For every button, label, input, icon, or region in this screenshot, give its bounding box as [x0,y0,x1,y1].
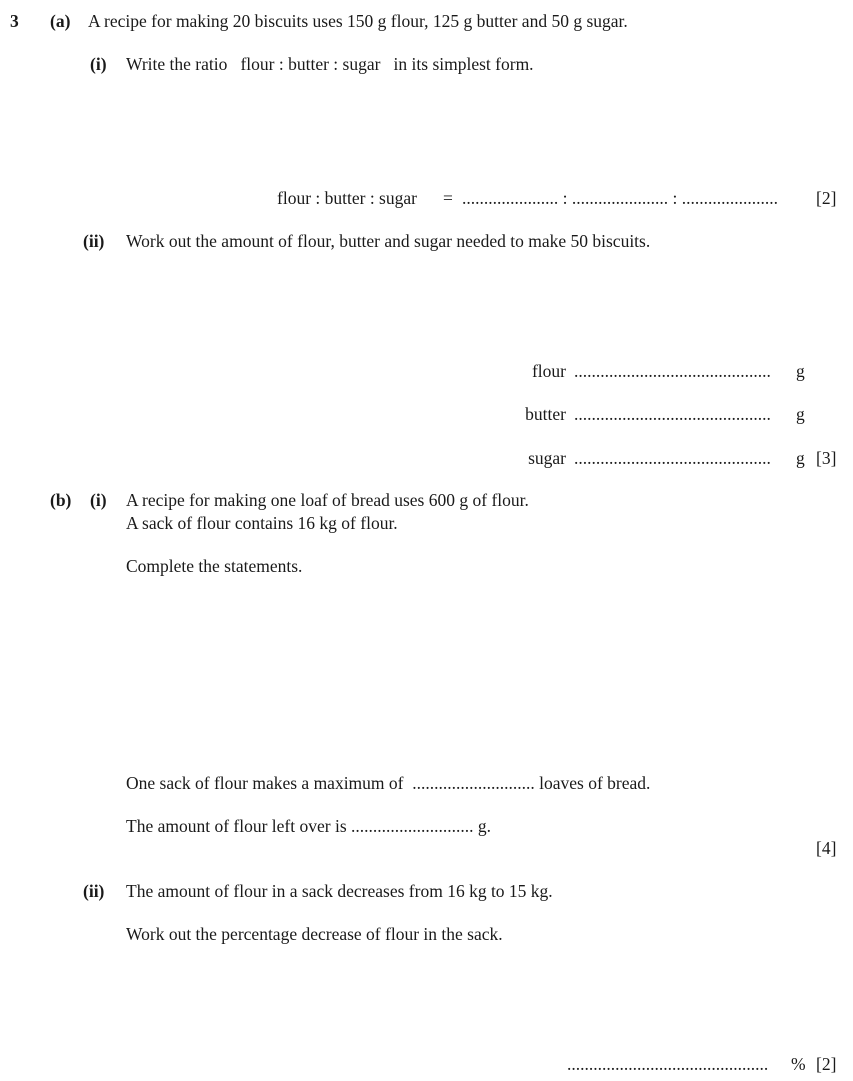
marks-b-i: [4] [816,838,837,858]
part-a-stem: A recipe for making 20 biscuits uses 150 g flour, 125 g butter and 50 g sugar. [88,11,628,31]
part-b-label: (b) [50,490,72,510]
part-b-i-label: (i) [90,490,107,510]
marks-b-ii: [2] [816,1054,837,1074]
part-b-ii-line1: The amount of flour in a sack decreases from 16 kg to 15 kg. [126,881,553,901]
percentage-answer-line[interactable]: .............................................. [567,1054,769,1074]
answer-sugar-line[interactable]: ............................................. [574,448,771,468]
answer-butter-unit: g [796,404,805,424]
part-a-ii-prompt: Work out the amount of flour, butter and sugar needed to make 50 biscuits. [126,231,651,251]
answer-flour-line[interactable]: ............................................. [574,361,771,381]
part-a-i-label: (i) [90,54,107,74]
part-b-ii-label: (ii) [83,881,105,901]
answer-sugar-label: sugar [528,448,566,468]
answer-butter-label: butter [525,404,566,424]
statement-loaves[interactable]: One sack of flour makes a maximum of ............................ loaves of bread. [126,773,651,793]
part-a-label: (a) [50,11,71,31]
ratio-answer-label: flour : butter : sugar [277,188,417,208]
part-b-ii-instruction: Work out the percentage decrease of flour in the sack. [126,924,503,944]
statement-leftover[interactable]: The amount of flour left over is ............................ g. [126,816,492,836]
answer-flour-unit: g [796,361,805,381]
answer-sugar-unit: g [796,448,805,468]
marks-a-ii: [3] [816,448,837,468]
part-b-i-line2: A sack of flour contains 16 kg of flour. [126,513,398,533]
part-a-ii-label: (ii) [83,231,105,251]
answer-butter-line[interactable]: ............................................. [574,404,771,424]
part-a-i-prompt: Write the ratio flour : butter : sugar in its simplest form. [126,54,534,74]
marks-a-i: [2] [816,188,837,208]
ratio-equals-sign: = [443,188,453,208]
part-b-i-line1: A recipe for making one loaf of bread uses 600 g of flour. [126,490,529,510]
question-number: 3 [10,11,19,31]
ratio-answer-line[interactable]: ...................... : ...................... : ...................... [462,188,778,208]
part-b-i-instruction: Complete the statements. [126,556,303,576]
answer-flour-label: flour [531,361,566,381]
percentage-unit: % [791,1054,806,1074]
